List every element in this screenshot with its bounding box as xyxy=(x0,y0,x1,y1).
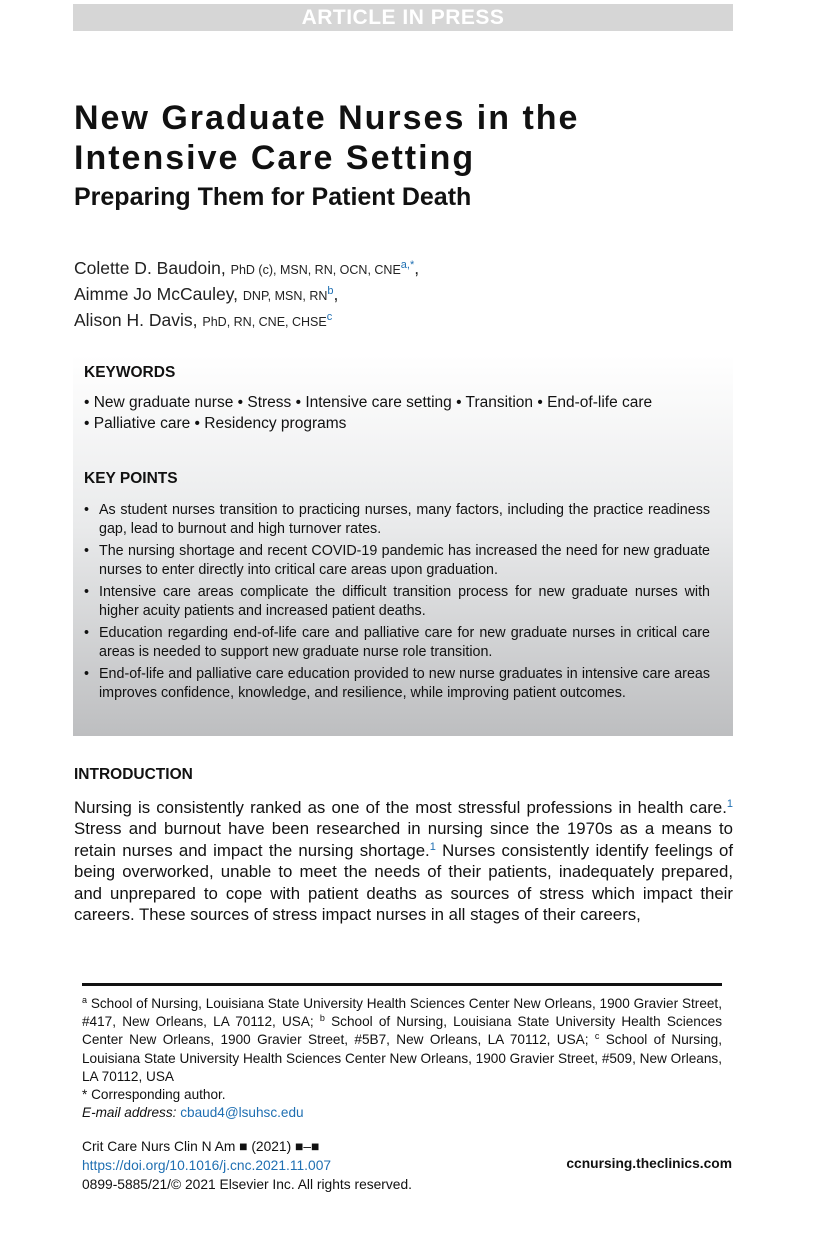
intro-text: Nursing is consistently ranked as one of the most stressful professions in health care. xyxy=(74,798,727,817)
author-credentials: PhD (c), MSN, RN, OCN, CNE xyxy=(230,263,401,277)
keywords-line: • Palliative care • Residency programs xyxy=(84,415,347,432)
author-separator: , xyxy=(333,284,339,304)
footnote-mark: c xyxy=(594,1031,600,1042)
email-line xyxy=(82,1104,722,1122)
affiliations xyxy=(82,995,722,1086)
author-3 xyxy=(74,308,774,334)
key-points-heading: KEY POINTS xyxy=(84,470,178,487)
journal-citation: Crit Care Nurs Clin N Am ■ (2021) ■–■ xyxy=(82,1139,320,1154)
corresponding-author-note: * Corresponding author. xyxy=(82,1087,226,1103)
title-line-1: New Graduate Nurses in the xyxy=(74,99,580,137)
author-name: Colette D. Baudoin, xyxy=(74,258,226,278)
email-link[interactable]: cbaud4@lsuhsc.edu xyxy=(180,1105,304,1121)
author-separator: , xyxy=(414,258,420,278)
affiliation-text: School of Nursing, Louisiana State University Health Sciences Center New Orleans, 1900 Gravier Street, #509, New Orleans, LA 70112, USA xyxy=(82,1032,722,1084)
key-point-item: • Intensive care areas complicate the difficult transition process for new graduate nurses with higher acuity patients and increased patient deaths. xyxy=(84,583,710,621)
key-point-item: • End-of-life and palliative care education provided to new nurse graduates in intensive care areas improves confidence, knowledge, and resilience, while improving patient outcomes. xyxy=(84,665,710,703)
affiliation-footnotes xyxy=(82,995,722,1122)
author-credentials: PhD, RN, CNE, CHSE xyxy=(202,315,327,329)
reference-link[interactable]: 1 xyxy=(726,798,733,810)
author-credentials: DNP, MSN, RN xyxy=(242,289,328,303)
key-point-item: • The nursing shortage and recent COVID-19 pandemic has increased the need for new graduate nurses to enter directly into critical care areas upon graduation. xyxy=(84,542,710,580)
article-title xyxy=(74,98,774,178)
key-points-list xyxy=(84,501,710,706)
key-point-item: • Education regarding end-of-life care and palliative care for new graduate nurses in critical care areas is needed to support new graduate nurse role transition. xyxy=(84,624,710,662)
author-list xyxy=(74,256,774,334)
keywords-list xyxy=(84,392,729,434)
intro-text: Stress and burnout have been researched in nursing since the 1970s as a means to retain nurses and impact the nursing shortage. xyxy=(74,819,733,860)
article-in-press-banner: ARTICLE IN PRESS xyxy=(73,4,733,31)
author-name: Alison H. Davis, xyxy=(74,310,198,330)
keywords-line: • New graduate nurse • Stress • Intensive care setting • Transition • End-of-life care xyxy=(84,394,653,411)
affiliation-text: School of Nursing, Louisiana State University Health Sciences Center New Orleans, 1900 Gravier Street, #417, New Orleans, LA 70112, USA; xyxy=(82,996,722,1030)
introduction-heading: INTRODUCTION xyxy=(74,766,193,783)
doi-link[interactable]: https://doi.org/10.1016/j.cnc.2021.11.007 xyxy=(82,1158,332,1173)
introduction-paragraph xyxy=(74,797,733,925)
intro-text: Nurses consistently identify feelings of being overworked, unable to meet the needs of their patients, inadequately prepared, and unprepared to cope with patient deaths as sources of stress which impact their careers. These sources of stress impact nurses in all stages of their careers, xyxy=(74,840,733,925)
journal-website[interactable]: ccnursing.theclinics.com xyxy=(566,1156,732,1171)
title-line-2: Intensive Care Setting xyxy=(74,139,476,177)
author-2 xyxy=(74,282,774,308)
footnote-mark: b xyxy=(319,1013,325,1024)
affiliation-link[interactable]: c xyxy=(326,311,333,323)
key-point-item: • As student nurses transition to practicing nurses, many factors, including the practice readiness gap, lead to burnout and high turnover rates. xyxy=(84,501,710,539)
reference-link[interactable]: 1 xyxy=(429,840,436,853)
footnote-divider xyxy=(82,983,722,986)
article-subtitle: Preparing Them for Patient Death xyxy=(74,183,472,211)
affiliation-link[interactable]: a, xyxy=(400,259,410,271)
keywords-heading: KEYWORDS xyxy=(84,364,176,381)
copyright-text: 0899-5885/21/© 2021 Elsevier Inc. All rights reserved. xyxy=(82,1177,412,1192)
affiliation-text: School of Nursing, Louisiana State University Health Sciences Center New Orleans, 1900 Gravier Street, #5B7, New Orleans, LA 70112, USA; xyxy=(82,1014,722,1048)
footnote-mark: a xyxy=(82,995,88,1005)
corresponding-link[interactable]: * xyxy=(409,259,415,271)
email-label: E-mail address: xyxy=(82,1105,177,1121)
author-1 xyxy=(74,256,774,282)
affiliation-link[interactable]: b xyxy=(327,285,334,297)
author-name: Aimme Jo McCauley, xyxy=(74,284,239,304)
